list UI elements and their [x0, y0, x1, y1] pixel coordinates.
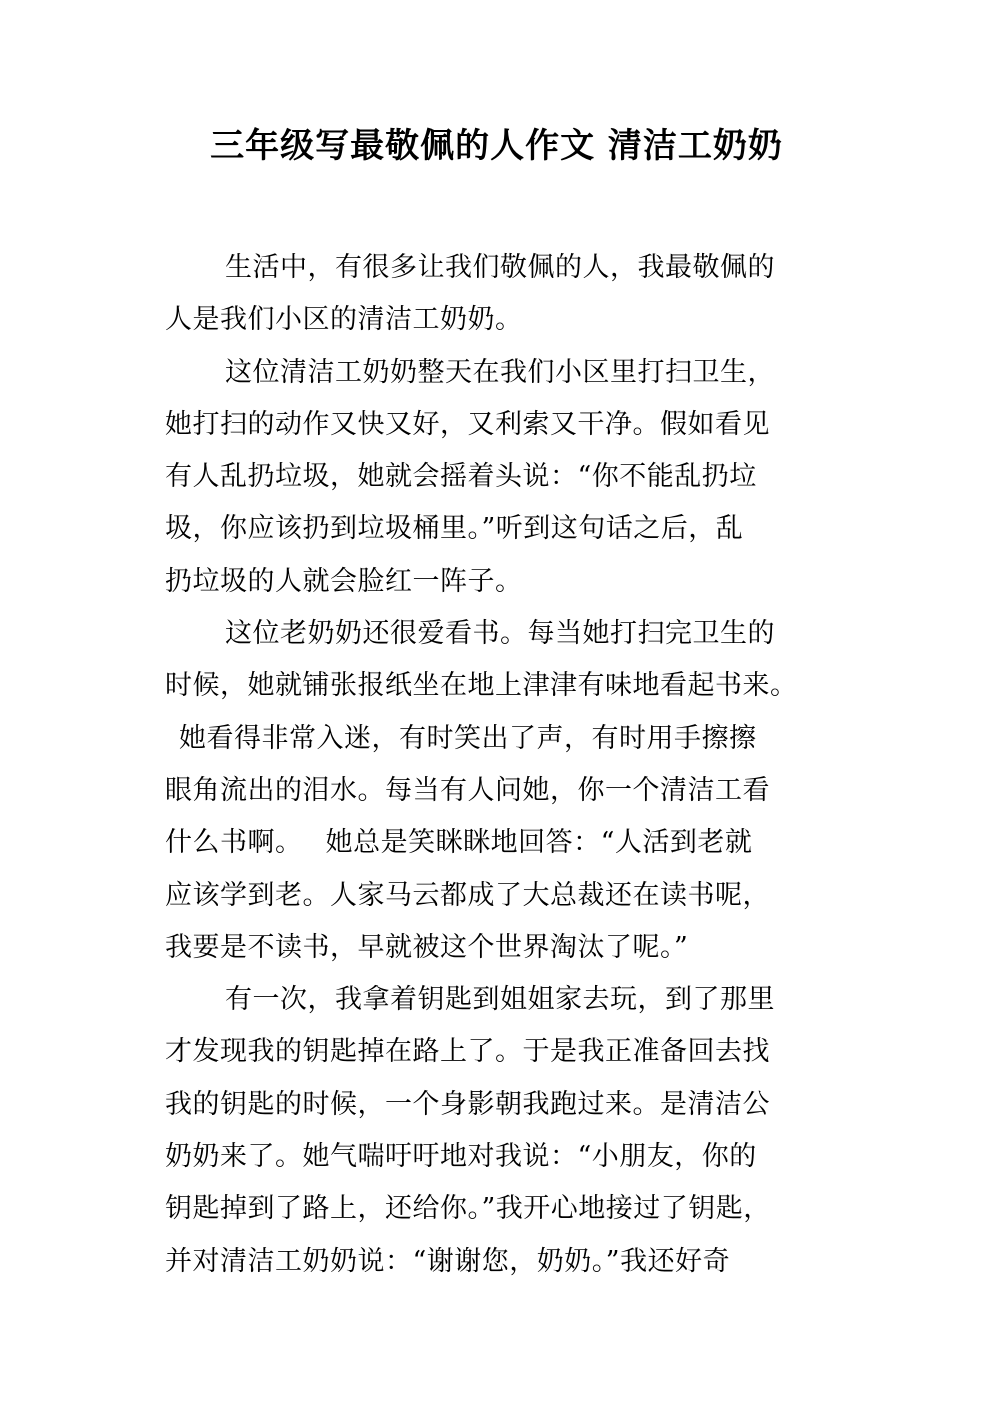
essay-body: [165, 242, 845, 1288]
text-line: 她看得非常入迷，有时笑出了声，有时用手擦擦: [179, 722, 757, 754]
text-line: 什么书啊。 她总是笑眯眯地回答：“人活到老就: [165, 827, 753, 859]
page-title: 三年级写最敬佩的人作文 清洁工奶奶: [210, 126, 783, 166]
text-line: 生活中，有很多让我们敬佩的人，我最敬佩的: [225, 252, 775, 283]
text-line: 钥匙掉到了路上，还给你。”我开心地接过了钥匙，: [165, 1193, 771, 1225]
text-line: 眼角流出的泪水。每当有人问她，你一个清洁工看: [165, 774, 770, 806]
text-line: 奶奶来了。她气喘吁吁地对我说：“小朋友，你的: [165, 1141, 757, 1173]
text-line: 应该学到老。人家马云都成了大总裁还在读书呢，: [165, 879, 770, 911]
text-line: 时候，她就铺张报纸坐在地上津津有味地看起书来。: [165, 670, 798, 702]
text-line: 并对清洁工奶奶说：“谢谢您，奶奶。”我还好奇: [165, 1245, 731, 1277]
text-line: 人是我们小区的清洁工奶奶。: [165, 304, 523, 336]
text-line: 这位清洁工奶奶整天在我们小区里打扫卫生，: [225, 356, 775, 388]
text-line: 有人乱扔垃圾，她就会摇着头说：“你不能乱扔垃: [165, 461, 757, 493]
text-line: 我要是不读书，早就被这个世界淘汰了呢。”: [165, 931, 689, 963]
text-line: 我的钥匙的时候，一个身影朝我跑过来。是清洁公: [165, 1088, 770, 1120]
text-line: 扔垃圾的人就会脸红一阵子。: [165, 565, 523, 597]
text-line: 这位老奶奶还很爱看书。每当她打扫完卫生的: [225, 618, 775, 650]
text-line: 才发现我的钥匙掉在路上了。于是我正准备回去找: [165, 1036, 770, 1068]
text-line: 有一次，我拿着钥匙到姐姐家去玩，到了那里: [225, 984, 775, 1016]
text-line: 圾，你应该扔到垃圾桶里。”听到这句话之后，乱: [165, 513, 744, 545]
text-line: 她打扫的动作又快又好，又利索又干净。假如看见: [165, 408, 770, 440]
